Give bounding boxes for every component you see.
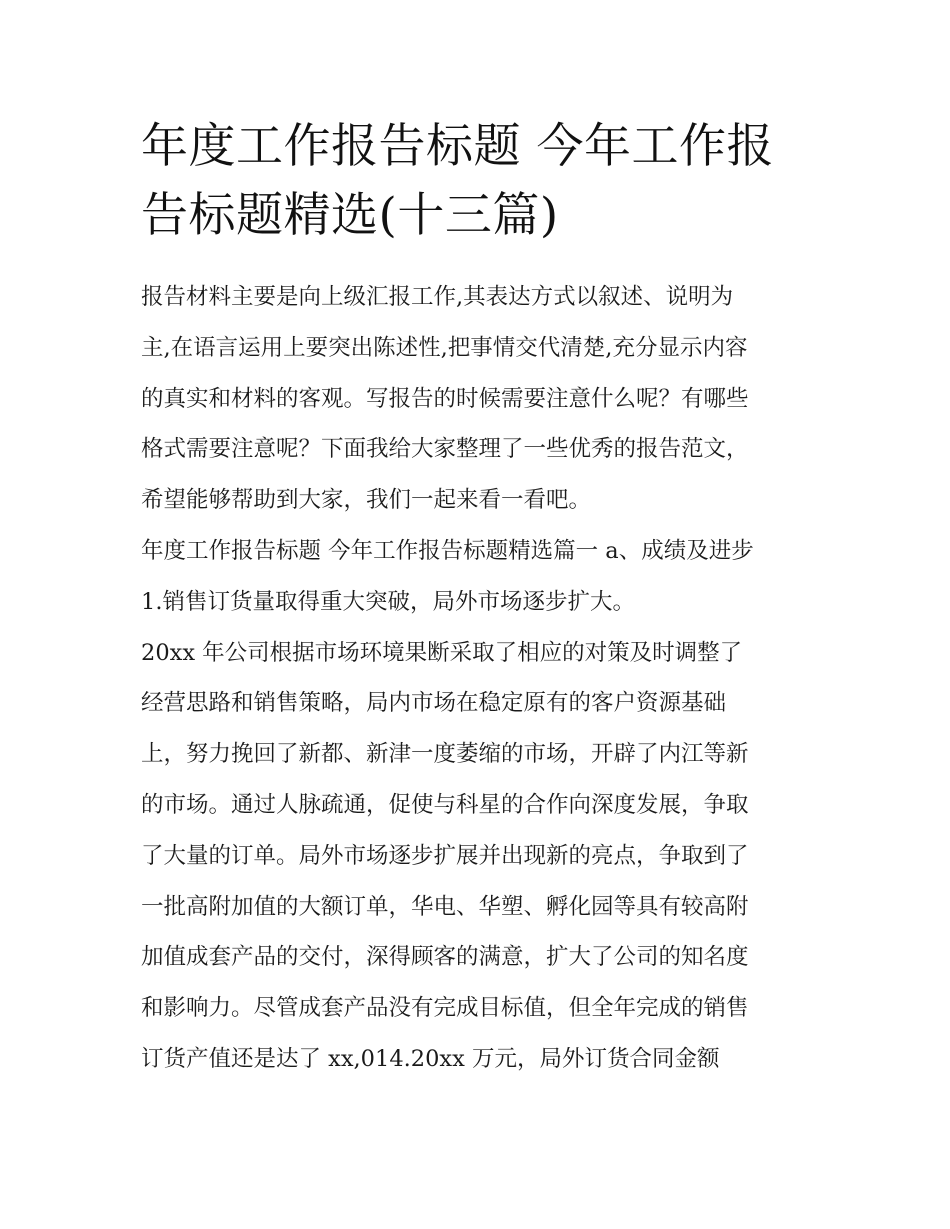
list-item-paragraph xyxy=(141,577,813,628)
text-line: 主,在语言运用上要突出陈述性,把事情交代清楚,充分显示内容 xyxy=(141,334,748,361)
text-line: 了大量的订单。局外市场逐步扩展并出现新的亮点，争取到了 xyxy=(141,842,749,869)
body-paragraph xyxy=(141,628,813,1085)
document-page xyxy=(141,112,813,1085)
text-line: 20xx 年公司根据市场环境果断采取了相应的对策及时调整了 xyxy=(141,639,743,666)
text-line: 的真实和材料的客观。写报告的时候需要注意什么呢？有哪些 xyxy=(141,385,749,412)
text-line: 和影响力。尽管成套产品没有完成目标值，但全年完成的销售 xyxy=(141,995,749,1022)
title-line-2: 告标题精选(十三篇) xyxy=(141,188,559,243)
text-line: 订货产值还是达了 xx,014.20xx 万元，局外订货合同金额 xyxy=(141,1045,720,1072)
text-line: 经营思路和销售策略，局内市场在稳定原有的客户资源基础 xyxy=(141,690,727,717)
document-title xyxy=(141,112,813,250)
text-line: 报告材料主要是向上级汇报工作,其表达方式以叙述、说明为 xyxy=(141,284,734,310)
intro-paragraph xyxy=(141,272,813,526)
text-line: 年度工作报告标题 今年工作报告标题精选篇一 a、成绩及进步 xyxy=(141,537,754,564)
text-line: 格式需要注意呢？下面我给大家整理了一些优秀的报告范文， xyxy=(141,436,749,463)
text-line: 希望能够帮助到大家，我们一起来看一看吧。 xyxy=(141,487,592,514)
document-body xyxy=(141,272,813,1085)
title-line-1: 年度工作报告标题 今年工作报 xyxy=(141,119,774,174)
section-heading xyxy=(141,526,813,577)
text-line: 上，努力挽回了新都、新津一度萎缩的市场，开辟了内江等新 xyxy=(141,741,749,768)
text-line: 一批高附加值的大额订单，华电、华塑、孵化园等具有较高附 xyxy=(141,893,749,920)
text-line: 加值成套产品的交付，深得顾客的满意，扩大了公司的知名度 xyxy=(141,944,749,971)
text-line: 1.销售订货量取得重大突破，局外市场逐步扩大。 xyxy=(141,588,635,615)
text-line: 的市场。通过人脉疏通，促使与科星的合作向深度发展，争取 xyxy=(141,791,749,818)
